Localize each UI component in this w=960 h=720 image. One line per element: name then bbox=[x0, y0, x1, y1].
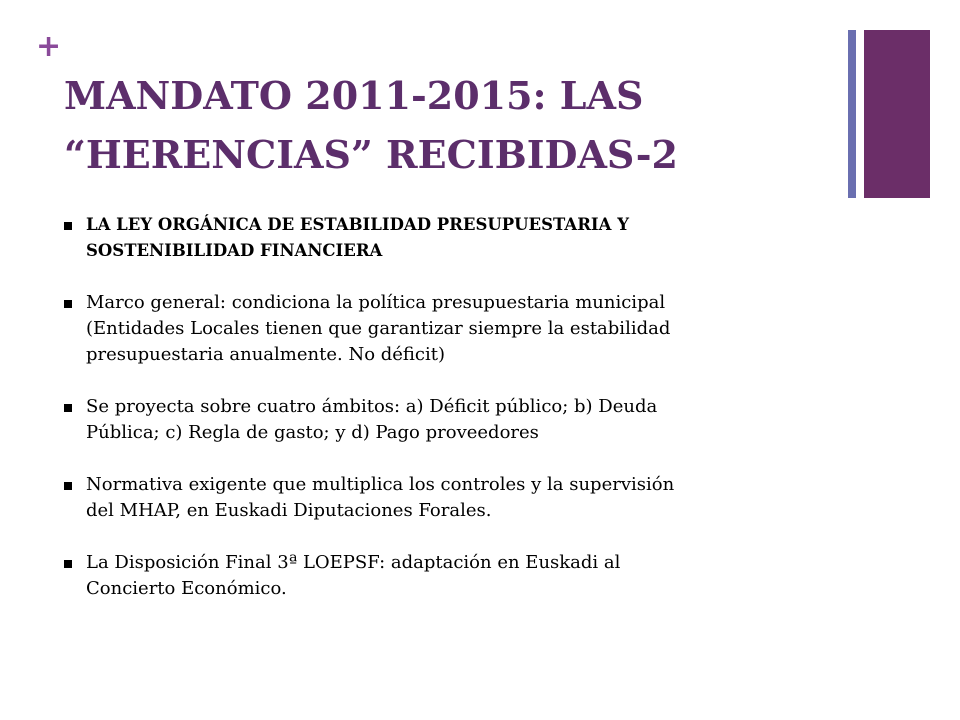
bullet-list bbox=[64, 212, 844, 602]
slide-title bbox=[64, 66, 834, 184]
square-bullet-icon bbox=[64, 560, 72, 568]
bullet-line: LA LEY ORGÁNICA DE ESTABILIDAD PRESUPUESTARIA Y bbox=[86, 215, 629, 234]
bullet-four-areas bbox=[64, 394, 844, 446]
bullet-final-provision bbox=[64, 550, 844, 602]
bullet-line: Normativa exigente que multiplica los controles y la supervisión bbox=[86, 474, 675, 495]
plus-icon: + bbox=[36, 29, 62, 64]
square-bullet-icon bbox=[64, 300, 72, 308]
bullet-law-title bbox=[64, 212, 844, 264]
square-bullet-icon bbox=[64, 482, 72, 490]
bullet-line: del MHAP, en Euskadi Diputaciones Forales. bbox=[86, 500, 492, 521]
bullet-line: Se proyecta sobre cuatro ámbitos: a) Déficit público; b) Deuda bbox=[86, 396, 658, 417]
bullet-line: Pública; c) Regla de gasto; y d) Pago proveedores bbox=[86, 422, 539, 443]
bullet-line: presupuestaria anualmente. No déficit) bbox=[86, 344, 446, 365]
square-bullet-icon bbox=[64, 222, 72, 230]
title-line-1: MANDATO 2011-2015: LAS bbox=[64, 73, 644, 118]
bullet-line: (Entidades Locales tienen que garantizar siempre la estabilidad bbox=[86, 318, 671, 339]
bullet-line: Marco general: condiciona la política presupuestaria municipal bbox=[86, 292, 666, 313]
decorative-thin-bar bbox=[848, 30, 856, 198]
bullet-general-framework bbox=[64, 290, 844, 368]
square-bullet-icon bbox=[64, 404, 72, 412]
bullet-line: SOSTENIBILIDAD FINANCIERA bbox=[86, 241, 383, 260]
bullet-line: Concierto Económico. bbox=[86, 578, 287, 599]
bullet-demanding-regulation bbox=[64, 472, 844, 524]
decorative-thick-bar bbox=[864, 30, 930, 198]
title-line-2: “HERENCIAS” RECIBIDAS-2 bbox=[64, 132, 678, 177]
bullet-line: La Disposición Final 3ª LOEPSF: adaptación en Euskadi al bbox=[86, 552, 621, 573]
